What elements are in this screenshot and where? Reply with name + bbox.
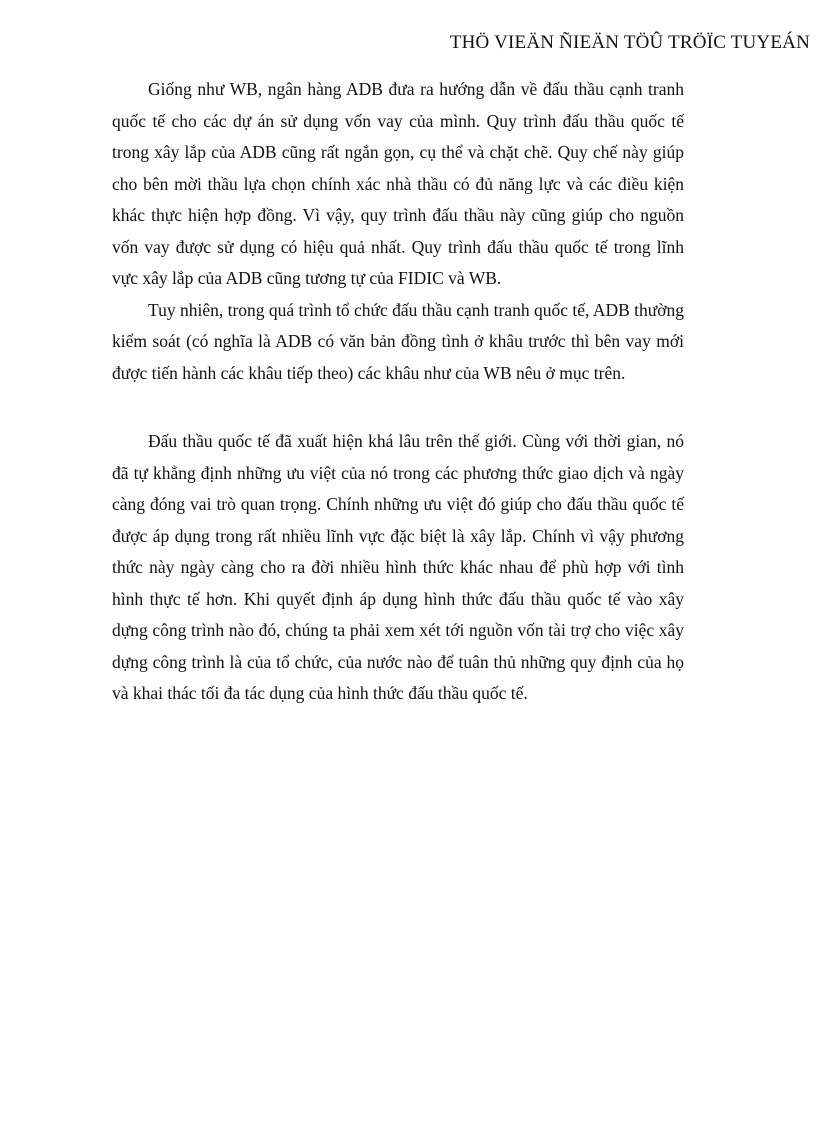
- page-header: THÖ VIEÄN ÑIEÄN TÖÛ TRÖÏC TUYEÁN: [449, 32, 810, 53]
- paragraph-conclusion: Đấu thầu quốc tế đã xuất hiện khá lâu trên thế giới. Cùng với thời gian, nó đã tự khẳng định những ưu việt của nó trong các phương thức giao dịch và ngày càng đóng vai trò quan trọng. Chính những ưu việt đó giúp cho đấu thầu quốc tế được áp dụng trong rất nhiều lĩnh vực đặc biệt là xây lắp. Chính vì vậy phương thức này ngày càng cho ra đời nhiều hình thức khác nhau để phù hợp với tình hình thực tế hơn. Khi quyết định áp dụng hình thức đấu thầu quốc tế vào xây dựng công trình nào đó, chúng ta phải xem xét tới nguồn vốn tài trợ cho việc xây dựng công trình là của tổ chức, của nước nào để tuân thủ những quy định của họ và khai thác tối đa tác dụng của hình thức đấu thầu quốc tế.: [112, 431, 684, 703]
- document-body: [112, 74, 684, 710]
- paragraph-adb-guidelines: Giống như WB, ngân hàng ADB đưa ra hướng dẫn về đấu thầu cạnh tranh quốc tế cho các dự án sử dụng vốn vay của mình. Quy trình đấu thầu quốc tế trong xây lắp của ADB cũng rất ngắn gọn, cụ thể và chặt chẽ. Quy chế này giúp cho bên mời thầu lựa chọn chính xác nhà thầu có đủ năng lực và các điều kiện khác thực hiện hợp đồng. Vì vậy, quy trình đấu thầu này cũng giúp cho nguồn vốn vay được sử dụng có hiệu quả nhất. Quy trình đấu thầu quốc tế trong lĩnh vực xây lắp của ADB cũng tương tự của FIDIC và WB.: [112, 79, 684, 288]
- paragraph-adb-control: Tuy nhiên, trong quá trình tổ chức đấu thầu cạnh tranh quốc tế, ADB thường kiểm soát (có nghĩa là ADB có văn bản đồng tình ở khâu trước thì bên vay mới được tiến hành các khâu tiếp theo) các khâu như của WB nêu ở mục trên.: [112, 299, 684, 383]
